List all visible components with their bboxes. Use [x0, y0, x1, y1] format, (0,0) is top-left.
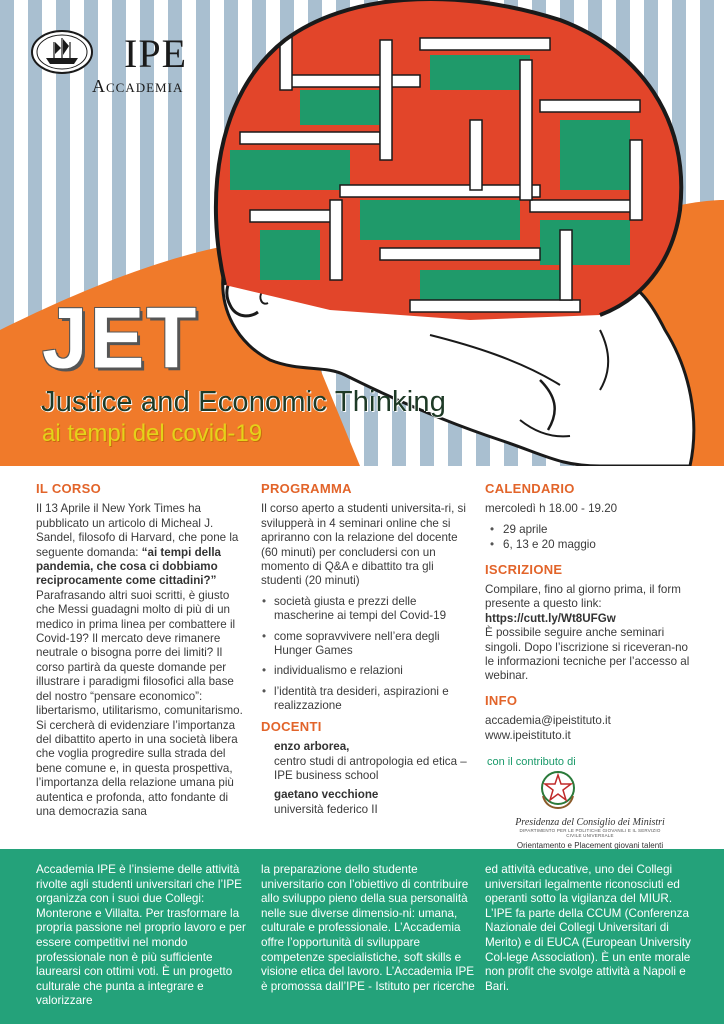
- footer-text-3: ed attività educative, uno dei Collegi universitari legalmente riconosciuti ed operanti sotto la vigilanza del MIUR. L’IPE fa parte della CCUM (Conferenza Nazionale dei Collegi Universitari di Merito) e di EUCA (European University Col-lege Association). È un ente morale non profit che svolge attività a Napoli e Bari.: [485, 863, 691, 993]
- programma-column: [261, 482, 475, 822]
- ipe-logo: [30, 28, 200, 98]
- info-email[interactable]: accademia@ipeistituto.it: [485, 714, 611, 728]
- list-item: • 29 aprile: [485, 523, 697, 537]
- logo-subtitle: Accademia: [92, 76, 184, 96]
- calendario-heading: CALENDARIO: [485, 481, 575, 496]
- info-web[interactable]: www.ipeistituto.it: [485, 728, 571, 742]
- calendario-time: mercoledì h 18.00 - 19.20: [485, 502, 618, 516]
- contributo-label: con il contributo di: [487, 756, 576, 769]
- teacher-name: gaetano vecchione: [274, 788, 379, 802]
- corso-body: Parafrasando altri suoi scritti, è giusto che Messi guadagni molto di più di un medico in prima linea per combattere il Covid-19? Il mercato deve rimanere neutrale o bisogna porre dei limiti? Il corso partirà da queste domande per illustrare i paradigmi filosofici alla base del nostro “pensare economico”: libertarismo, utilitarismo, comunitarismo. Si cercherà di evidenziare l’importanza del dibattito aperto in una società libera che voglia progredire sulla strada del bene comune e, in questa prospettiva, l’importanza della relazione umana più autentica e profonda, atto fondante di una democrazia sana: [36, 588, 243, 818]
- iscrizione-note: È possibile seguire anche seminari singoli. Dopo l’iscrizione si riceveran-no le informazioni tecniche per l’accesso al webinar.: [485, 626, 690, 683]
- program-name: Orientamento e Placement giovani talenti: [516, 841, 664, 849]
- logo-name: IPE: [124, 31, 187, 76]
- corso-heading: IL CORSO: [36, 481, 102, 496]
- course-details: [0, 466, 724, 849]
- course-subtitle: Justice and Economic Thinking: [41, 386, 447, 418]
- teacher-role: università federico II: [274, 802, 378, 816]
- list-item: • come sopravvivere nell’era degli Hunger Games: [261, 630, 475, 659]
- italian-republic-emblem-icon: [515, 766, 665, 810]
- info-column: [485, 482, 697, 770]
- corso-intro-text: Il 13 Aprile il New York Times ha pubblicato un articolo di Micheal J. Sandel, filosofo di Harvard, che pone la seguente domanda:: [36, 502, 239, 559]
- corso-intro: [36, 502, 250, 588]
- iscrizione-text: Compilare, fino al giorno prima, il form presente a questo link:: [485, 583, 681, 611]
- hero-banner: [0, 0, 724, 466]
- ship-emblem-icon: [30, 28, 94, 76]
- list-item: • società giusta e prezzi delle mascherine ai tempi del Covid-19: [261, 595, 475, 624]
- docenti-heading: DOCENTI: [261, 718, 322, 734]
- corso-question: “ai tempi della pandemia, che cosa ci dobbiamo reciprocamente come cittadini?”: [36, 545, 221, 588]
- list-item: • l’identità tra desideri, aspirazioni e realizzazione: [261, 685, 475, 714]
- government-name: Presidenza del Consiglio dei Ministri: [515, 817, 665, 828]
- course-title: JET: [42, 290, 199, 387]
- corso-column: [36, 482, 250, 819]
- date-list: [485, 523, 697, 553]
- academy-footer: [0, 849, 724, 1024]
- list-item: • 6, 13 e 20 maggio: [485, 538, 697, 552]
- iscrizione-heading: ISCRIZIONE: [485, 561, 563, 577]
- seminar-list: [261, 595, 475, 714]
- info-heading: INFO: [485, 692, 518, 708]
- list-item: • individualismo e relazioni: [261, 664, 475, 678]
- footer-text-1: Accademia IPE è l’insieme delle attività rivolte agli studenti universitari che l’IPE organizza con i suoi due Collegi: Monterone e Villalta. Per trasformare la propria passione nel proprio lavoro e per essere competitivi nel mondo professionale non è più sufficiente laurearsi con ottimi voti. È un progetto culturale che punta a integrare e valorizzare: [36, 863, 246, 1008]
- teacher-entry: [274, 788, 475, 817]
- footer-text-2: la preparazione dello studente universitario con l’obiettivo di contribuire allo sviluppo pieno della sua personalità nelle sue diverse dimensio-ni: umana, culturale e professionale. L’Accademia offre l’opportunità di sviluppare competenze specialistiche, soft skills e visione etica del lavoro. L’Accademia IPE è promossa dall’IPE - Istituto per ricerche: [261, 863, 475, 993]
- programma-intro: Il corso aperto a studenti universita-ri, si svilupperà in 4 seminari online che si apriranno con la relazione del docente (60 minuti) per concludersi con un momento di Q&A e dibattito tra gli studenti (20 minuti): [261, 502, 466, 588]
- teacher-name: enzo arborea,: [274, 740, 350, 754]
- government-seal: [515, 766, 665, 849]
- registration-link[interactable]: https://cutt.ly/Wt8UFGw: [485, 611, 616, 625]
- teacher-role: centro studi di antropologia ed etica – IPE business school: [274, 754, 467, 782]
- teacher-entry: [274, 740, 475, 783]
- course-tagline: ai tempi del covid-19: [42, 420, 263, 447]
- department-name: DIPARTIMENTO PER LE POLITICHE GIOVANILI E IL SERVIZIO CIVILE UNIVERSALE: [519, 828, 661, 838]
- programma-heading: PROGRAMMA: [261, 481, 352, 496]
